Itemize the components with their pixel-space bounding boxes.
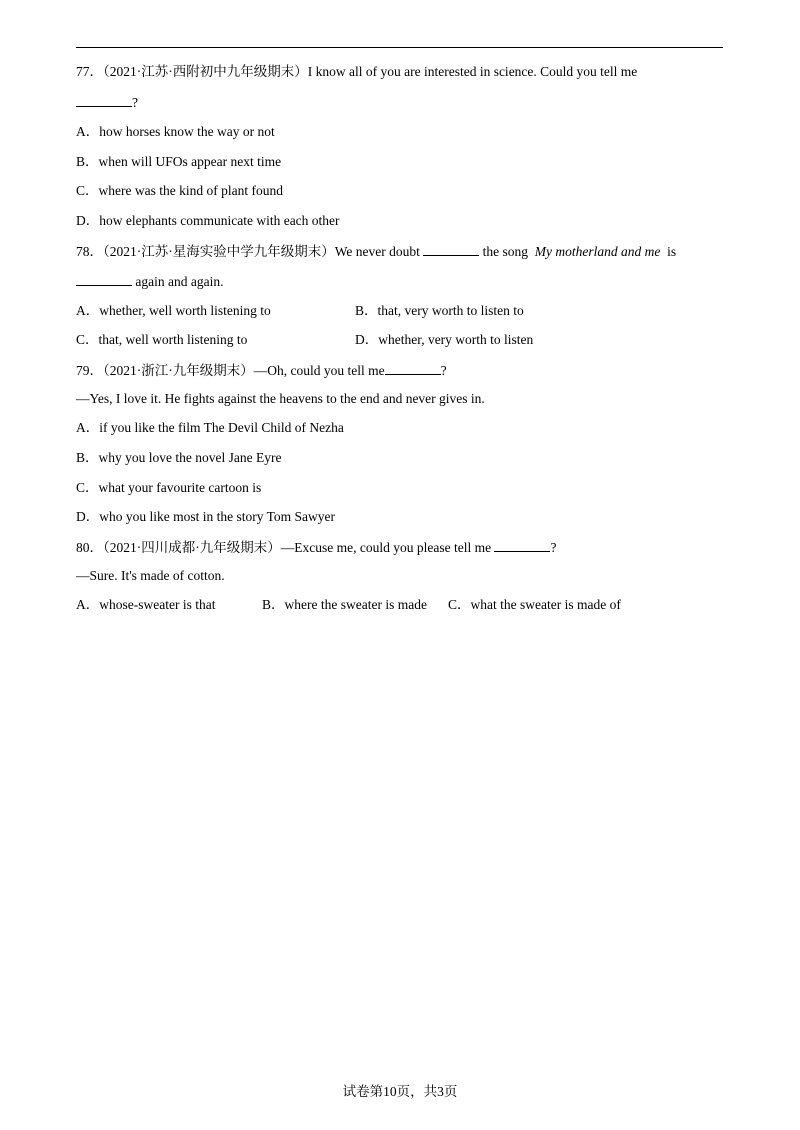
option-text: if you like the film The Devil Child of Nezha xyxy=(99,420,344,435)
q80-option-c xyxy=(448,597,621,613)
q79-source: （2021·浙江·九年级期末） xyxy=(103,363,254,378)
header-rule xyxy=(76,47,723,48)
q79-number: 79． xyxy=(76,363,103,378)
q79-stem-end: ? xyxy=(440,363,447,378)
q78-option-d xyxy=(355,332,533,348)
q79-stem xyxy=(76,362,447,379)
q77-stem xyxy=(76,64,637,80)
q77-option-b xyxy=(76,154,281,170)
q77-option-a xyxy=(76,124,275,140)
q77-number: 77． xyxy=(76,64,103,79)
q79-option-a xyxy=(76,420,344,436)
option-text: whether, well worth listening to xyxy=(99,303,271,318)
option-letter: D． xyxy=(76,213,100,228)
option-letter: C． xyxy=(76,480,99,495)
q78-stem-text-2: the song xyxy=(482,244,529,259)
option-letter: A． xyxy=(76,124,100,139)
page-footer: 试卷第10页，共3页 xyxy=(342,1084,458,1099)
q78-number: 78． xyxy=(76,244,103,259)
q78-option-a xyxy=(76,303,271,319)
q79-option-d xyxy=(76,509,335,525)
q78-stem-end: again and again. xyxy=(135,274,224,289)
q80-source: （2021·四川成都·九年级期末） xyxy=(103,540,281,555)
q80-number: 80． xyxy=(76,540,103,555)
q80-option-a xyxy=(76,597,215,613)
option-text: when will UFOs appear next time xyxy=(98,154,282,169)
q77-option-d xyxy=(76,213,340,229)
q80-option-b xyxy=(262,597,427,613)
q77-option-c xyxy=(76,183,283,199)
option-text: where was the kind of plant found xyxy=(98,183,283,198)
q78-option-b xyxy=(355,303,524,319)
option-letter: A． xyxy=(76,303,100,318)
option-letter: B． xyxy=(76,154,99,169)
q77-blank xyxy=(76,94,132,107)
option-text: who you like most in the story Tom Sawyer xyxy=(99,509,336,524)
q79-reply: —Yes, I love it. He fights against the heavens to the end and never gives in. xyxy=(76,391,485,406)
q80-blank xyxy=(494,539,550,552)
option-letter: A． xyxy=(76,597,100,612)
option-letter: C． xyxy=(76,332,99,347)
q78-stem xyxy=(76,243,676,260)
q77-source: （2021·江苏·西附初中九年级期末） xyxy=(103,64,308,79)
option-letter: D． xyxy=(76,509,100,524)
option-letter: D． xyxy=(355,332,379,347)
option-text: where the sweater is made xyxy=(284,597,427,612)
q78-blank-1 xyxy=(423,243,479,256)
q79-option-b xyxy=(76,450,281,466)
q78-stem-text: We never doubt xyxy=(334,244,420,259)
option-letter: B． xyxy=(76,450,99,465)
q79-blank xyxy=(385,362,441,375)
option-text: what the sweater is made of xyxy=(470,597,621,612)
q80-stem-end: ? xyxy=(550,540,557,555)
q78-stem-text-3: is xyxy=(667,244,677,259)
q79-option-c xyxy=(76,480,261,496)
q78-source: （2021·江苏·星海实验中学九年级期末） xyxy=(103,244,335,259)
option-text: that, very worth to listen to xyxy=(377,303,524,318)
q80-stem-text: —Excuse me, could you please tell me xyxy=(280,540,492,555)
option-text: how horses know the way or not xyxy=(99,124,275,139)
option-text: that, well worth listening to xyxy=(98,332,248,347)
q78-option-c xyxy=(76,332,247,348)
q80-reply: —Sure. It's made of cotton. xyxy=(76,568,225,583)
option-letter: C． xyxy=(448,597,471,612)
option-text: why you love the novel Jane Eyre xyxy=(98,450,282,465)
option-text: whose-sweater is that xyxy=(99,597,216,612)
q77-stem-text: I know all of you are interested in science. Could you tell me xyxy=(307,64,638,79)
q80-stem xyxy=(76,539,556,556)
q77-stem-end: ? xyxy=(132,95,138,110)
option-letter: C． xyxy=(76,183,99,198)
option-text: whether, very worth to listen xyxy=(378,332,534,347)
option-letter: B． xyxy=(355,303,378,318)
q78-blank-2 xyxy=(76,273,132,286)
q77-stem-cont xyxy=(76,94,138,111)
q78-song-title: My motherland and me xyxy=(534,244,661,259)
option-text: what your favourite cartoon is xyxy=(98,480,262,495)
option-letter: A． xyxy=(76,420,100,435)
option-letter: B． xyxy=(262,597,285,612)
option-text: how elephants communicate with each other xyxy=(99,213,340,228)
q78-stem-cont xyxy=(76,273,223,290)
q79-stem-text: —Oh, could you tell me xyxy=(253,363,385,378)
